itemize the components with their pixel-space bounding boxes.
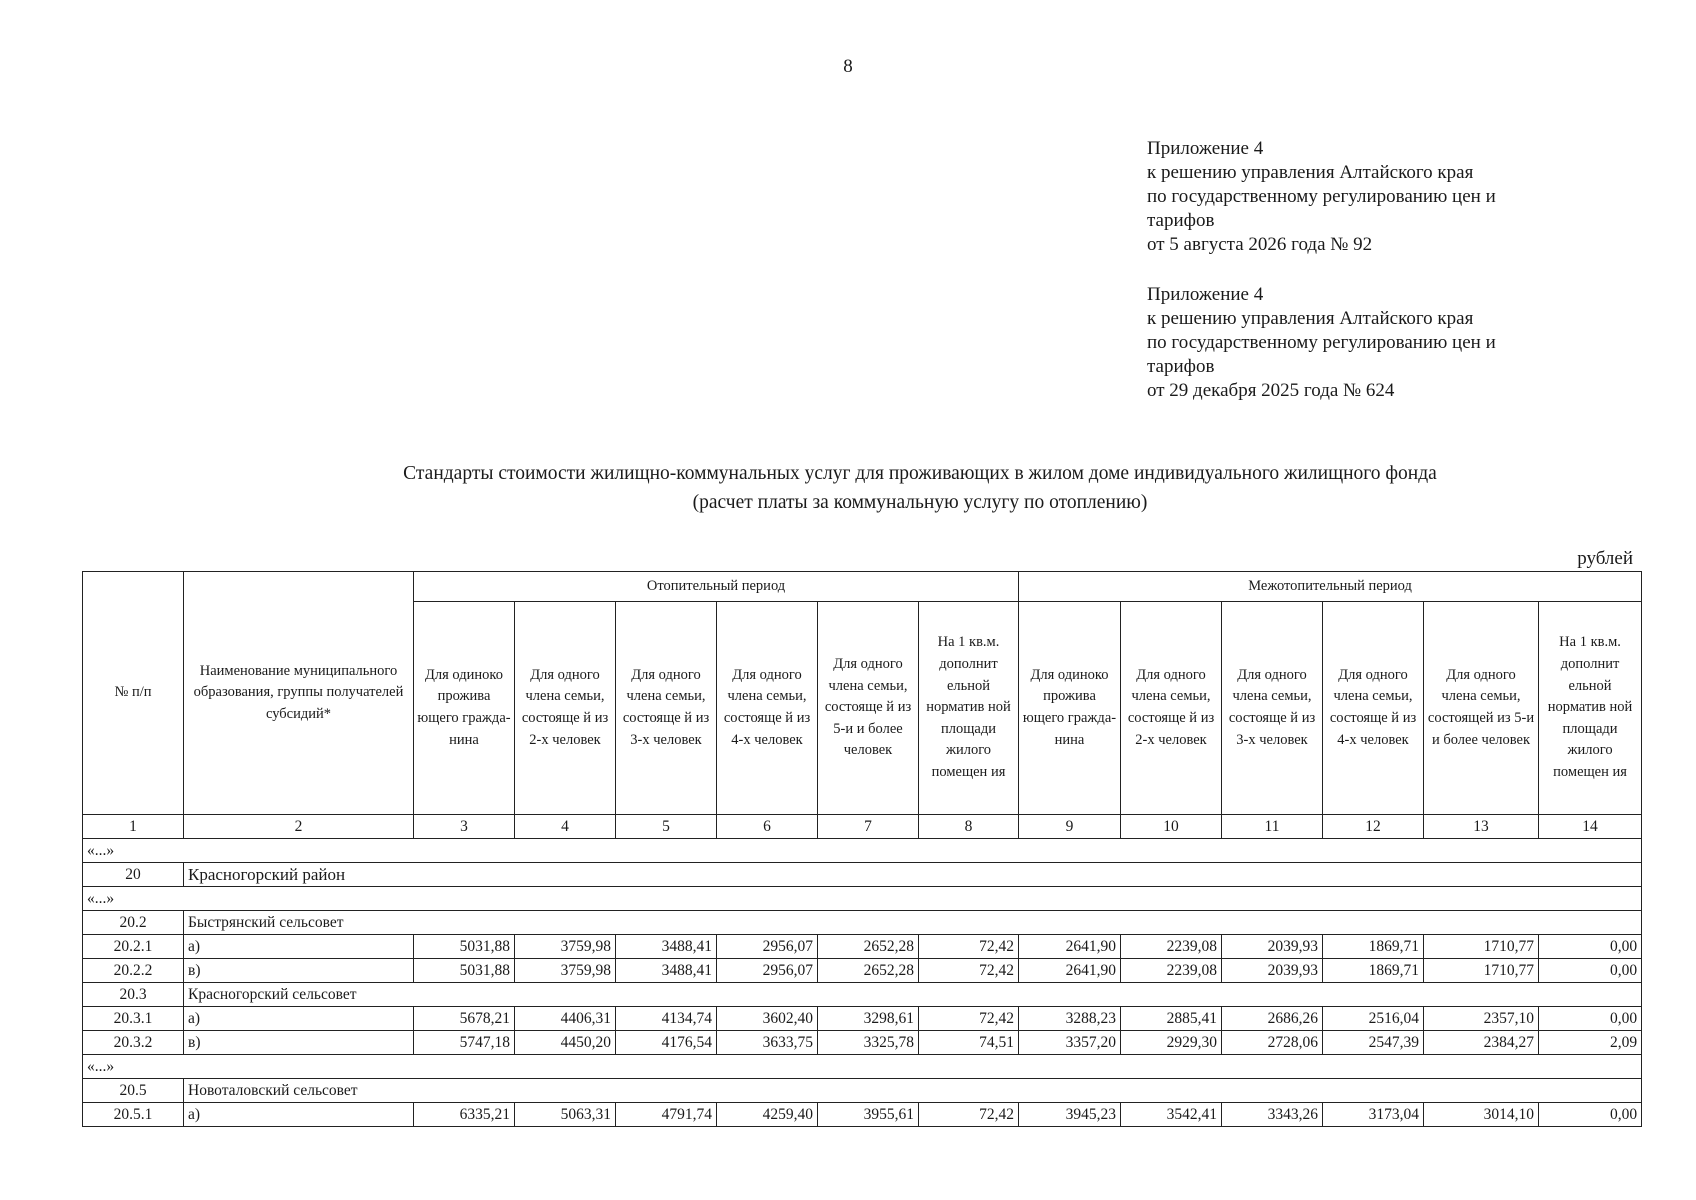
table-row [83, 1007, 1642, 1031]
value-cell: 3759,98 [515, 935, 616, 959]
header-heating-period: Отопительный период [414, 572, 1019, 602]
ellipsis-cell: «...» [83, 839, 1642, 863]
recipient-group: а) [184, 1007, 414, 1031]
header-col-13: Для одного члена семьи, состоящей из 5-и и более человек [1424, 602, 1539, 815]
value-cell: 2652,28 [818, 935, 919, 959]
recipient-group: в) [184, 959, 414, 983]
row-number: 20.3.1 [83, 1007, 184, 1031]
value-cell: 2039,93 [1222, 935, 1323, 959]
header-col-9: Для одиноко прожива ющего гражда- нина [1019, 602, 1121, 815]
value-cell: 2384,27 [1424, 1031, 1539, 1055]
column-number: 12 [1323, 815, 1424, 839]
header-col-8: На 1 кв.м. дополнит ельной норматив ной площади жилого помещен ия [919, 602, 1019, 815]
value-cell: 74,51 [919, 1031, 1019, 1055]
value-cell: 2641,90 [1019, 935, 1121, 959]
table-row [83, 959, 1642, 983]
column-number: 3 [414, 815, 515, 839]
row-number: 20.5.1 [83, 1103, 184, 1127]
column-number: 9 [1019, 815, 1121, 839]
value-cell: 72,42 [919, 935, 1019, 959]
municipality-name: Красногорский сельсовет [184, 983, 1642, 1007]
value-cell: 72,42 [919, 959, 1019, 983]
appendix-line: к решению управления Алтайского края [1147, 308, 1474, 329]
value-cell: 5031,88 [414, 959, 515, 983]
appendix-previous [1147, 283, 1617, 403]
value-cell: 2357,10 [1424, 1007, 1539, 1031]
value-cell: 2652,28 [818, 959, 919, 983]
value-cell: 4134,74 [616, 1007, 717, 1031]
value-cell: 2,09 [1539, 1031, 1642, 1055]
recipient-group: а) [184, 935, 414, 959]
table-row [83, 935, 1642, 959]
header-col-5: Для одного члена семьи, состояще й из 3-х человек [616, 602, 717, 815]
value-cell: 3759,98 [515, 959, 616, 983]
value-cell: 5063,31 [515, 1103, 616, 1127]
row-number: 20.2 [83, 911, 184, 935]
value-cell: 4450,20 [515, 1031, 616, 1055]
value-cell: 3343,26 [1222, 1103, 1323, 1127]
value-cell: 4406,31 [515, 1007, 616, 1031]
recipient-group: в) [184, 1031, 414, 1055]
column-number: 10 [1121, 815, 1222, 839]
ellipsis-cell: «...» [83, 1055, 1642, 1079]
value-cell: 0,00 [1539, 959, 1642, 983]
value-cell: 3542,41 [1121, 1103, 1222, 1127]
ellipsis-row [83, 887, 1642, 911]
value-cell: 2516,04 [1323, 1007, 1424, 1031]
column-number: 2 [184, 815, 414, 839]
value-cell: 3173,04 [1323, 1103, 1424, 1127]
value-cell: 3325,78 [818, 1031, 919, 1055]
header-col-14: На 1 кв.м. дополнит ельной норматив ной площади жилого помещен ия [1539, 602, 1642, 815]
table-row [83, 1031, 1642, 1055]
appendix-line: от 29 декабря 2025 года № 624 [1147, 380, 1395, 401]
value-cell: 2728,06 [1222, 1031, 1323, 1055]
value-cell: 2547,39 [1323, 1031, 1424, 1055]
tariff-table [82, 571, 1642, 1127]
appendix-line: Приложение 4 [1147, 284, 1264, 305]
value-cell: 2239,08 [1121, 935, 1222, 959]
value-cell: 1710,77 [1424, 935, 1539, 959]
value-cell: 1869,71 [1323, 935, 1424, 959]
header-num: № п/п [83, 572, 184, 815]
value-cell: 1710,77 [1424, 959, 1539, 983]
value-cell: 1869,71 [1323, 959, 1424, 983]
column-number: 6 [717, 815, 818, 839]
district-row [83, 863, 1642, 887]
appendix-line: по государственному регулированию цен и [1147, 332, 1496, 353]
header-col-3: Для одиноко прожива ющего гражда- нина [414, 602, 515, 815]
row-number: 20.3.2 [83, 1031, 184, 1055]
value-cell: 2929,30 [1121, 1031, 1222, 1055]
value-cell: 3945,23 [1019, 1103, 1121, 1127]
value-cell: 4791,74 [616, 1103, 717, 1127]
column-number: 13 [1424, 815, 1539, 839]
column-number: 8 [919, 815, 1019, 839]
value-cell: 2641,90 [1019, 959, 1121, 983]
value-cell: 5678,21 [414, 1007, 515, 1031]
ellipsis-row [83, 1055, 1642, 1079]
column-number: 4 [515, 815, 616, 839]
header-name: Наименование муниципального образования, группы получателей субсидий* [184, 572, 414, 815]
value-cell: 2239,08 [1121, 959, 1222, 983]
appendix-current [1147, 137, 1617, 257]
table-body [83, 839, 1642, 1127]
header-col-4: Для одного члена семьи, состояще й из 2-х человек [515, 602, 616, 815]
appendix-line: тарифов [1147, 356, 1215, 377]
value-cell: 3488,41 [616, 959, 717, 983]
value-cell: 2686,26 [1222, 1007, 1323, 1031]
value-cell: 5747,18 [414, 1031, 515, 1055]
page-number: 8 [843, 56, 853, 77]
municipality-name: Быстрянский сельсовет [184, 911, 1642, 935]
municipality-name: Новоталовский сельсовет [184, 1079, 1642, 1103]
value-cell: 2039,93 [1222, 959, 1323, 983]
appendix-line: к решению управления Алтайского края [1147, 162, 1474, 183]
table-row [83, 1103, 1642, 1127]
header-col-10: Для одного члена семьи, состояще й из 2-х человек [1121, 602, 1222, 815]
value-cell: 0,00 [1539, 935, 1642, 959]
value-cell: 72,42 [919, 1103, 1019, 1127]
row-number: 20.3 [83, 983, 184, 1007]
value-cell: 3014,10 [1424, 1103, 1539, 1127]
value-cell: 3488,41 [616, 935, 717, 959]
row-number: 20.2.2 [83, 959, 184, 983]
district-name: Красногорский район [184, 863, 1642, 887]
value-cell: 4176,54 [616, 1031, 717, 1055]
header-col-7: Для одного члена семьи, состояще й из 5-и и более человек [818, 602, 919, 815]
row-number: 20 [83, 863, 184, 887]
value-cell: 6335,21 [414, 1103, 515, 1127]
title-line-2: (расчет платы за коммунальную услугу по отоплению) [692, 492, 1148, 513]
value-cell: 2885,41 [1121, 1007, 1222, 1031]
value-cell: 2956,07 [717, 959, 818, 983]
header-non-heating-period: Межотопительный период [1019, 572, 1642, 602]
value-cell: 72,42 [919, 1007, 1019, 1031]
document-title [260, 459, 1580, 517]
value-cell: 4259,40 [717, 1103, 818, 1127]
recipient-group: а) [184, 1103, 414, 1127]
value-cell: 0,00 [1539, 1103, 1642, 1127]
value-cell: 0,00 [1539, 1007, 1642, 1031]
appendix-line: по государственному регулированию цен и [1147, 186, 1496, 207]
column-number: 14 [1539, 815, 1642, 839]
section-row [83, 983, 1642, 1007]
row-number: 20.5 [83, 1079, 184, 1103]
appendix-line: от 5 августа 2026 года № 92 [1147, 234, 1373, 255]
title-line-1: Стандарты стоимости жилищно-коммунальных услуг для проживающих в жилом доме индивидуального жилищного фонда [403, 463, 1437, 484]
appendix-line: тарифов [1147, 210, 1215, 231]
section-row [83, 1079, 1642, 1103]
ellipsis-cell: «...» [83, 887, 1642, 911]
column-number: 11 [1222, 815, 1323, 839]
ellipsis-row [83, 839, 1642, 863]
value-cell: 3298,61 [818, 1007, 919, 1031]
value-cell: 3633,75 [717, 1031, 818, 1055]
header-col-11: Для одного члена семьи, состояще й из 3-х человек [1222, 602, 1323, 815]
value-cell: 3602,40 [717, 1007, 818, 1031]
column-number: 7 [818, 815, 919, 839]
section-row [83, 911, 1642, 935]
column-number: 5 [616, 815, 717, 839]
value-cell: 5031,88 [414, 935, 515, 959]
value-cell: 3357,20 [1019, 1031, 1121, 1055]
header-col-6: Для одного члена семьи, состояще й из 4-х человек [717, 602, 818, 815]
row-number: 20.2.1 [83, 935, 184, 959]
header-col-12: Для одного члена семьи, состояще й из 4-х человек [1323, 602, 1424, 815]
value-cell: 2956,07 [717, 935, 818, 959]
value-cell: 3288,23 [1019, 1007, 1121, 1031]
value-cell: 3955,61 [818, 1103, 919, 1127]
units-label: рублей [1577, 548, 1633, 569]
column-number-row [83, 815, 1642, 839]
column-number: 1 [83, 815, 184, 839]
appendix-line: Приложение 4 [1147, 138, 1264, 159]
